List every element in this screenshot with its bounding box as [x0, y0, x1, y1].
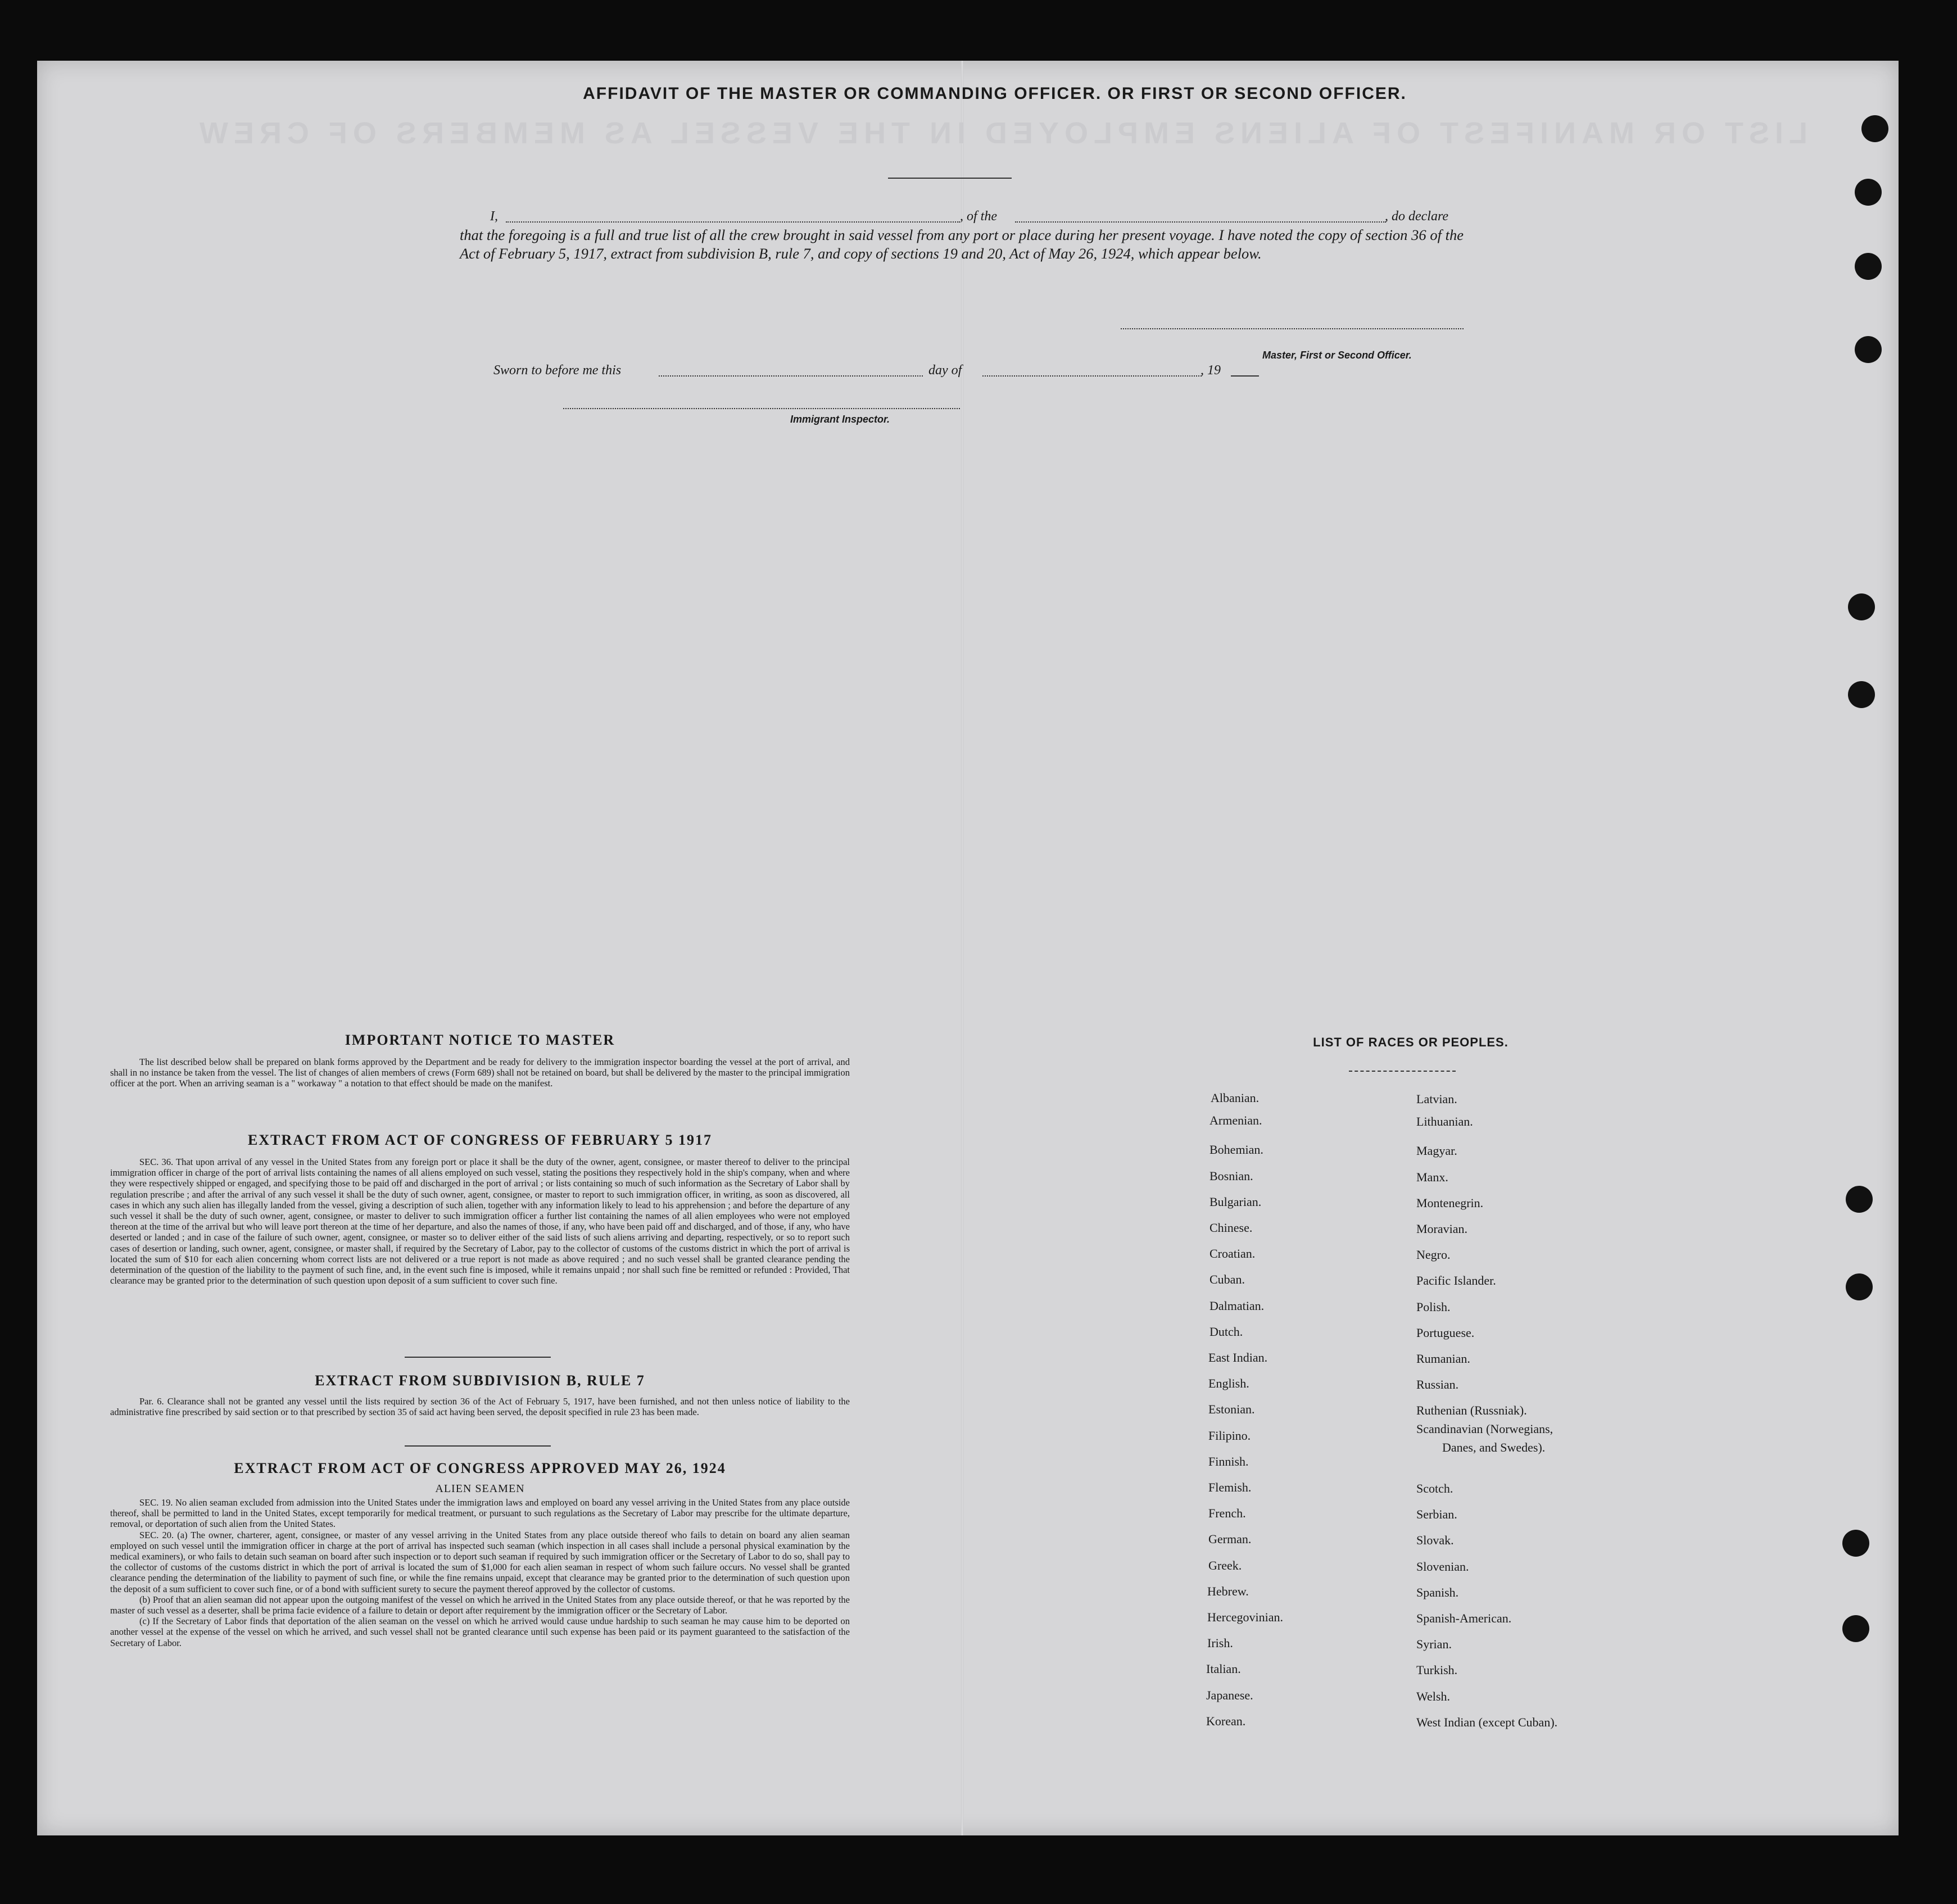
punch-hole — [1848, 681, 1875, 708]
year-label: , 19 — [1201, 363, 1221, 378]
race-item: Scandinavian (Norwegians, — [1416, 1422, 1553, 1436]
race-item: Manx. — [1416, 1170, 1448, 1184]
race-item: Portuguese. — [1416, 1326, 1475, 1340]
race-item: Greek. — [1208, 1558, 1242, 1572]
race-item: Finnish. — [1208, 1454, 1249, 1468]
affidavit-title: AFFIDAVIT OF THE MASTER OR COMMANDING OFFICER. OR FIRST OR SECOND OFFICER. — [583, 84, 1407, 103]
race-item: Magyar. — [1416, 1144, 1457, 1158]
race-item: English. — [1208, 1376, 1249, 1390]
punch-hole — [1848, 593, 1875, 620]
race-item: French. — [1208, 1506, 1246, 1520]
notice-title: IMPORTANT NOTICE TO MASTER — [345, 1032, 615, 1048]
master-name-field[interactable] — [506, 221, 960, 223]
sworn-day-field[interactable] — [659, 375, 923, 377]
section-divider — [405, 1445, 551, 1447]
race-item: Italian. — [1206, 1662, 1241, 1676]
sworn-year-field[interactable] — [1231, 375, 1259, 377]
race-item: Rumanian. — [1416, 1352, 1470, 1366]
sworn-month-field[interactable] — [982, 375, 1202, 377]
punch-hole — [1861, 115, 1888, 142]
race-item: Serbian. — [1416, 1507, 1457, 1521]
punch-hole — [1846, 1273, 1873, 1300]
master-signature-field[interactable] — [1121, 328, 1464, 329]
bleed-through-header: LIST OR MANIFEST OF ALIENS EMPLOYED IN THE VESSEL AS MEMBERS OF CREW — [193, 116, 1807, 150]
notice-paragraph: The list described below shall be prepared on blank forms approved by the Department and be ready for delivery to the immigration inspector boarding the vessel at the port of arrival, and shall in no instance be taken from the vessel. The list of changes of alien members of crews (Form 689) shall not be retained on board, but shall be delivered by the master to the principal immigration officer at the port. When an arriving seaman is a " workaway " a notation to that effect should be made on the manifest. — [110, 1057, 850, 1089]
race-item: Moravian. — [1416, 1222, 1468, 1236]
notice-body — [110, 1057, 850, 1089]
section-divider — [405, 1357, 551, 1358]
day-of-label: day of — [928, 363, 962, 378]
section-20c-paragraph: (c) If the Secretary of Labor finds that deportation of the alien seaman on the vessel on which he arrived would cause undue hardship to such seaman he may cause him to be deported on another vessel at the expense of the vessel on which he arrived, and such vessel shall not be granted clearance until such expense has been paid or its payment guaranteed to the satisfaction of the Secretary of Labor. — [110, 1616, 850, 1648]
sworn-label: Sworn to before me this — [493, 363, 622, 378]
extract-rule7-title: EXTRACT FROM SUBDIVISION B, RULE 7 — [315, 1372, 645, 1389]
par-6-paragraph: Par. 6. Clearance shall not be granted any vessel until the lists required by section 36 of the Act of February 5, 1917, have been furnished, and not then unless notice of liability to the administrative fine prescribed by said section or to that prescribed by section 35 of said act having been served, the deposit specified in rule 23 has been made. — [110, 1396, 850, 1418]
race-item: Russian. — [1416, 1377, 1459, 1391]
inspector-signature-caption: Immigrant Inspector. — [790, 414, 890, 425]
race-item: Slovenian. — [1416, 1560, 1469, 1574]
race-item: Hercegovinian. — [1207, 1610, 1283, 1624]
race-item: East Indian. — [1208, 1350, 1268, 1364]
title-underline — [888, 178, 1012, 179]
race-item: Filipino. — [1208, 1429, 1251, 1443]
extract-1924-title: EXTRACT FROM ACT OF CONGRESS APPROVED MAY 26, 1924 — [234, 1460, 726, 1476]
race-item: Bosnian. — [1209, 1169, 1253, 1183]
race-item: Korean. — [1206, 1714, 1246, 1728]
race-item: Dutch. — [1209, 1325, 1243, 1339]
race-item: Danes, and Swedes). — [1442, 1440, 1546, 1454]
race-item: Latvian. — [1416, 1092, 1457, 1106]
affidavit-body: that the foregoing is a full and true list of all the crew brought in said vessel from any port or place during her present voyage. I have noted the copy of section 36 of the Act of February 5, 1917, extract from subdivision B, rule 7, and copy of sections 19 and 20, Act of May 26, 1924, which appear below. — [460, 226, 1464, 262]
section-20b-paragraph: (b) Proof that an alien seaman did not appear upon the outgoing manifest of the vessel on which he arrived in the United States from any place outside thereof, or that he was reported by the master of such vessel as a deserter, shall be prima facie evidence of a failure to detain or deport after requirement by the immigration officer or the Secretary of Labor. — [110, 1594, 850, 1616]
race-item: Croatian. — [1209, 1246, 1256, 1261]
race-item: Lithuanian. — [1416, 1114, 1473, 1128]
punch-hole — [1855, 336, 1882, 363]
race-item: Pacific Islander. — [1416, 1273, 1496, 1288]
race-item: Estonian. — [1208, 1402, 1255, 1416]
punch-hole — [1855, 179, 1882, 206]
affidavit-of-the-label: , of the — [960, 209, 997, 224]
race-item: Albanian. — [1211, 1091, 1260, 1105]
race-item: Bulgarian. — [1209, 1195, 1262, 1209]
race-item: Irish. — [1207, 1636, 1233, 1650]
extract-rule7-body — [110, 1396, 850, 1417]
race-item: Syrian. — [1416, 1637, 1452, 1651]
race-item: Chinese. — [1209, 1221, 1253, 1235]
race-item: Cuban. — [1209, 1272, 1245, 1286]
section-36-paragraph: SEC. 36. That upon arrival of any vessel in the United States from any foreign port or place it shall be the duty of the owner, agent, consignee, or master thereof to deliver to the principal immigration officer in charge of the port of arrival lists containing the names of all aliens employed on such vessel, stating the positions they respectively hold in the ship's company, when and where they were respectively shipped or engaged, and specifying those to be paid off and discharged in the port of arrival ; or lists containing so much of such information as the Secretary of Labor shall by regulation prescribe ; and after the arrival of any such vessel it shall be the duty of such owner, agent, consignee, or master to report to such immigration officer, in writing, as soon as discovered, all cases in which any such alien has illegally landed from the vessel, giving a description of such alien, together with any information likely to lead to his apprehension ; and before the departure of any such vessel it shall be the duty of such owner, agent, consignee, or master to deliver to such immigration officer a further list containing the names of all alien employees who were not employed thereon at the time of the arrival but who will leave port thereon at the time of her departure, and also the names of those, if any, who have been paid off and discharged, and of those, if any, who have deserted or landed ; and in case of the failure of such owner, agent, consignee, or master so to deliver either of the said lists of such aliens arriving and departing, respectively, or so to report such cases of desertion or landing, such owner, agent, consignee, or master shall, if required by the Secretary of Labor, pay to the collector of customs of the customs district in which the port of arrival is located the sum of $10 for each alien concerning whom correct lists are not delivered or a true report is not made as above required ; and no such vessel shall be granted clearance pending the determination of the question of the liability to the payment of such fine, and, in the event such fine is imposed, while it remains unpaid ; nor shall such fine be remitted or refunded : Provided, That clearance may be granted prior to the determination of such question upon deposit of a sum sufficient to cover such fine. — [110, 1157, 850, 1286]
affidavit-i-label: I, — [490, 209, 498, 224]
race-item: Turkish. — [1416, 1663, 1458, 1677]
race-item: Flemish. — [1208, 1480, 1252, 1494]
race-item: German. — [1208, 1532, 1252, 1546]
race-item: Hebrew. — [1207, 1584, 1249, 1598]
race-item: Dalmatian. — [1209, 1299, 1265, 1313]
punch-hole — [1846, 1186, 1873, 1213]
race-item: Montenegrin. — [1416, 1196, 1484, 1210]
inspector-signature-field[interactable] — [563, 408, 960, 409]
race-item: Slovak. — [1416, 1533, 1454, 1547]
alien-seamen-subtitle: ALIEN SEAMEN — [435, 1483, 525, 1495]
affidavit-declare-label: , do declare — [1385, 209, 1449, 224]
race-item: Negro. — [1416, 1248, 1451, 1262]
extract-1924-body — [110, 1497, 850, 1648]
race-item: Welsh. — [1416, 1689, 1450, 1703]
extract-1917-title: EXTRACT FROM ACT OF CONGRESS OF FEBRUARY 5 1917 — [248, 1132, 712, 1148]
race-item: West Indian (except Cuban). — [1416, 1715, 1558, 1729]
punch-hole — [1842, 1615, 1869, 1642]
vessel-name-field[interactable] — [1015, 221, 1386, 223]
master-signature-caption: Master, First or Second Officer. — [1262, 350, 1412, 361]
race-item: Japanese. — [1206, 1688, 1253, 1702]
race-item: Scotch. — [1416, 1481, 1453, 1495]
race-item: Ruthenian (Russniak). — [1416, 1403, 1527, 1417]
extract-1917-body — [110, 1157, 850, 1286]
races-title-underline — [1349, 1071, 1456, 1072]
race-item: Bohemian. — [1209, 1143, 1263, 1157]
races-title: LIST OF RACES OR PEOPLES. — [1313, 1035, 1508, 1049]
race-item: Spanish-American. — [1416, 1611, 1512, 1625]
race-item: Polish. — [1416, 1300, 1451, 1314]
section-19-paragraph: SEC. 19. No alien seaman excluded from admission into the United States under the immigration laws and employed on board any vessel arriving in the United States from any place outside thereof, shall be permitted to land in the United States, except temporarily for medical treatment, or pursuant to such regulations as the Secretary of Labor may prescribe for the ultimate departure, removal, or deportation of such alien from the United States. — [110, 1497, 850, 1530]
race-item: Armenian. — [1209, 1113, 1262, 1127]
race-item: Spanish. — [1416, 1585, 1459, 1599]
page-fold — [961, 61, 963, 1835]
punch-hole — [1855, 253, 1882, 280]
section-20a-paragraph: SEC. 20. (a) The owner, charterer, agent, consignee, or master of any vessel arriving in the United States from any place outside thereof who fails to detain on board any alien seaman employed on such vessel until the immigration officer in charge at the port of arrival has inspected such seaman (which inspection in all cases shall include a personal physical examination by the medical examiners), or who fails to detain such seaman on board after such inspection or to deport such seaman if required by such immigration officer or the Secretary of Labor to do so, shall pay to the collector of customs of the customs district in which the port of arrival is located the sum of $1,000 for each alien seaman in respect of whom such failure occurs. No vessel shall be granted clearance pending the determination of the liability to payment of such fine, or while the fine remains unpaid, except that clearance may be granted prior to the determination of such question upon the deposit of a sum sufficient to cover such fine, or of a bond with sufficient surety to secure the payment thereof approved by the collector of customs. — [110, 1529, 850, 1594]
punch-hole — [1842, 1530, 1869, 1557]
